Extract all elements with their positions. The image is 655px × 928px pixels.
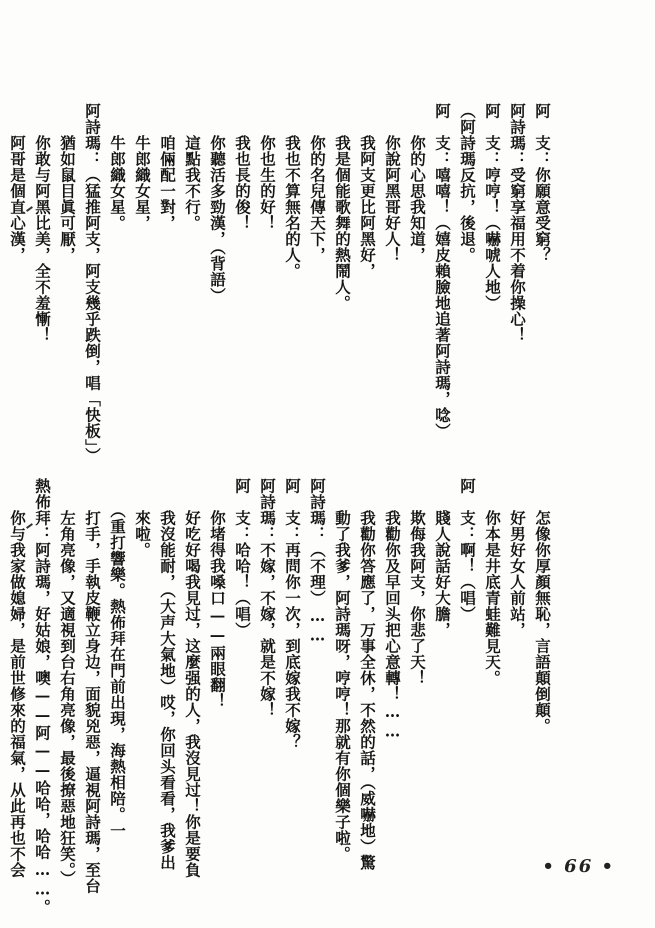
text-column: 阿 支：嘻嘻！（嬉皮賴臉地追著阿詩瑪，唸） [433, 103, 452, 439]
text-column: 你敢与阿黑比美，全不羞慚！ [33, 103, 52, 343]
text-column: 我是個能歌舞的熱鬧人。 [333, 103, 352, 311]
text-column: 你的心思我知道， [408, 103, 427, 263]
text-column: 阿 支：哈哈！（唱） [233, 478, 252, 638]
text-column: 阿 支：再問你一次，到底嫁我不嫁？ [283, 478, 302, 750]
text-column: 咱倆配一對， [158, 103, 177, 231]
text-column: 你聽活多勁漢，（背語） [208, 103, 227, 304]
text-column: 我勸你及早回头把心意轉！…… [383, 478, 402, 741]
text-column: 你堵得我嗓口——兩眼翻！ [208, 478, 227, 709]
text-column: 這點我不行。 [183, 103, 202, 231]
text-column: 你也生的好！ [258, 103, 277, 231]
text-column: 我也不算無名的人。 [283, 103, 302, 279]
text-column: 阿詩瑪：（猛推阿支，阿支幾乎跌倒，唱「快板」） [83, 103, 102, 464]
text-column: 阿詩瑪：（不理）…… [308, 478, 327, 645]
text-column: 我也長的俊！ [233, 103, 252, 231]
text-column: 我勸你答應了，万事全休，不然的話，（威嚇地）驚 [358, 478, 377, 871]
text-column: 你与我家做媳婦，是前世修來的福氣，从此再也不会 [8, 478, 27, 878]
text-column: 賤人說話好大膽， [433, 478, 452, 638]
text-column: 左角亮像，又適視到台右角亮像，最後撩惡地狂笑。） [58, 478, 77, 887]
top-text-block [8, 103, 555, 464]
text-column: 猶如鼠目眞可厭， [58, 103, 77, 263]
text-column: 阿詩瑪：不嫁，不嫁，就是不嫁！ [258, 478, 277, 718]
text-column: 來啦。 [133, 478, 152, 558]
text-column: 熱佈拜：阿詩瑪，好姑娘，噢——阿——哈哈，哈哈……。 [33, 478, 52, 915]
text-column: （重打響樂。熱佈拜在門前出現，海熱相陪。一 [108, 478, 127, 839]
text-column: 欺侮我阿支，你悲了天！ [408, 478, 427, 686]
text-column: 阿詩瑪：受窮享福用不着你操心！ [508, 103, 527, 343]
text-column: 牛郎織女星。 [108, 103, 127, 231]
text-column: 阿哥是個直心漢， [8, 103, 27, 263]
page-number: • 66 • [542, 856, 615, 877]
text-column: 我阿支更比阿黑好， [358, 103, 377, 279]
text-column: 好吃好喝我見过，这麼强的人，我沒見过！你是要負 [183, 478, 202, 878]
text-column: 你本是井底青蛙難見天。 [483, 478, 502, 686]
text-column: 動了我爹，阿詩瑪呀，哼哼！那就有你個樂子啦。 [333, 478, 352, 862]
bottom-text-block [8, 478, 555, 915]
text-column: 你的名兒傳天下， [308, 103, 327, 263]
text-column: 我沒能耐，（大声大氣地）哎，你回头看看，我爹出 [158, 478, 177, 871]
text-column: 你說阿黑哥好人！ [383, 103, 402, 263]
text-column: 打手，手執皮鞭立身边，面貌兇惡，逼視阿詩瑪，至台 [83, 478, 102, 894]
text-column: 好男好女人前站， [508, 478, 527, 638]
text-column: 阿 支：你願意受窮？ [533, 103, 552, 263]
text-column: 怎像你厚顏無恥，言語顛倒顛。 [533, 478, 552, 734]
text-column: 阿 支：哼哼！（嚇唬人地） [483, 103, 502, 311]
text-column: （阿詩瑪反抗，後退。 [458, 103, 477, 263]
text-column: 牛郎織女星， [133, 103, 152, 231]
text-column: 阿 支：啊！（唱） [458, 478, 477, 622]
